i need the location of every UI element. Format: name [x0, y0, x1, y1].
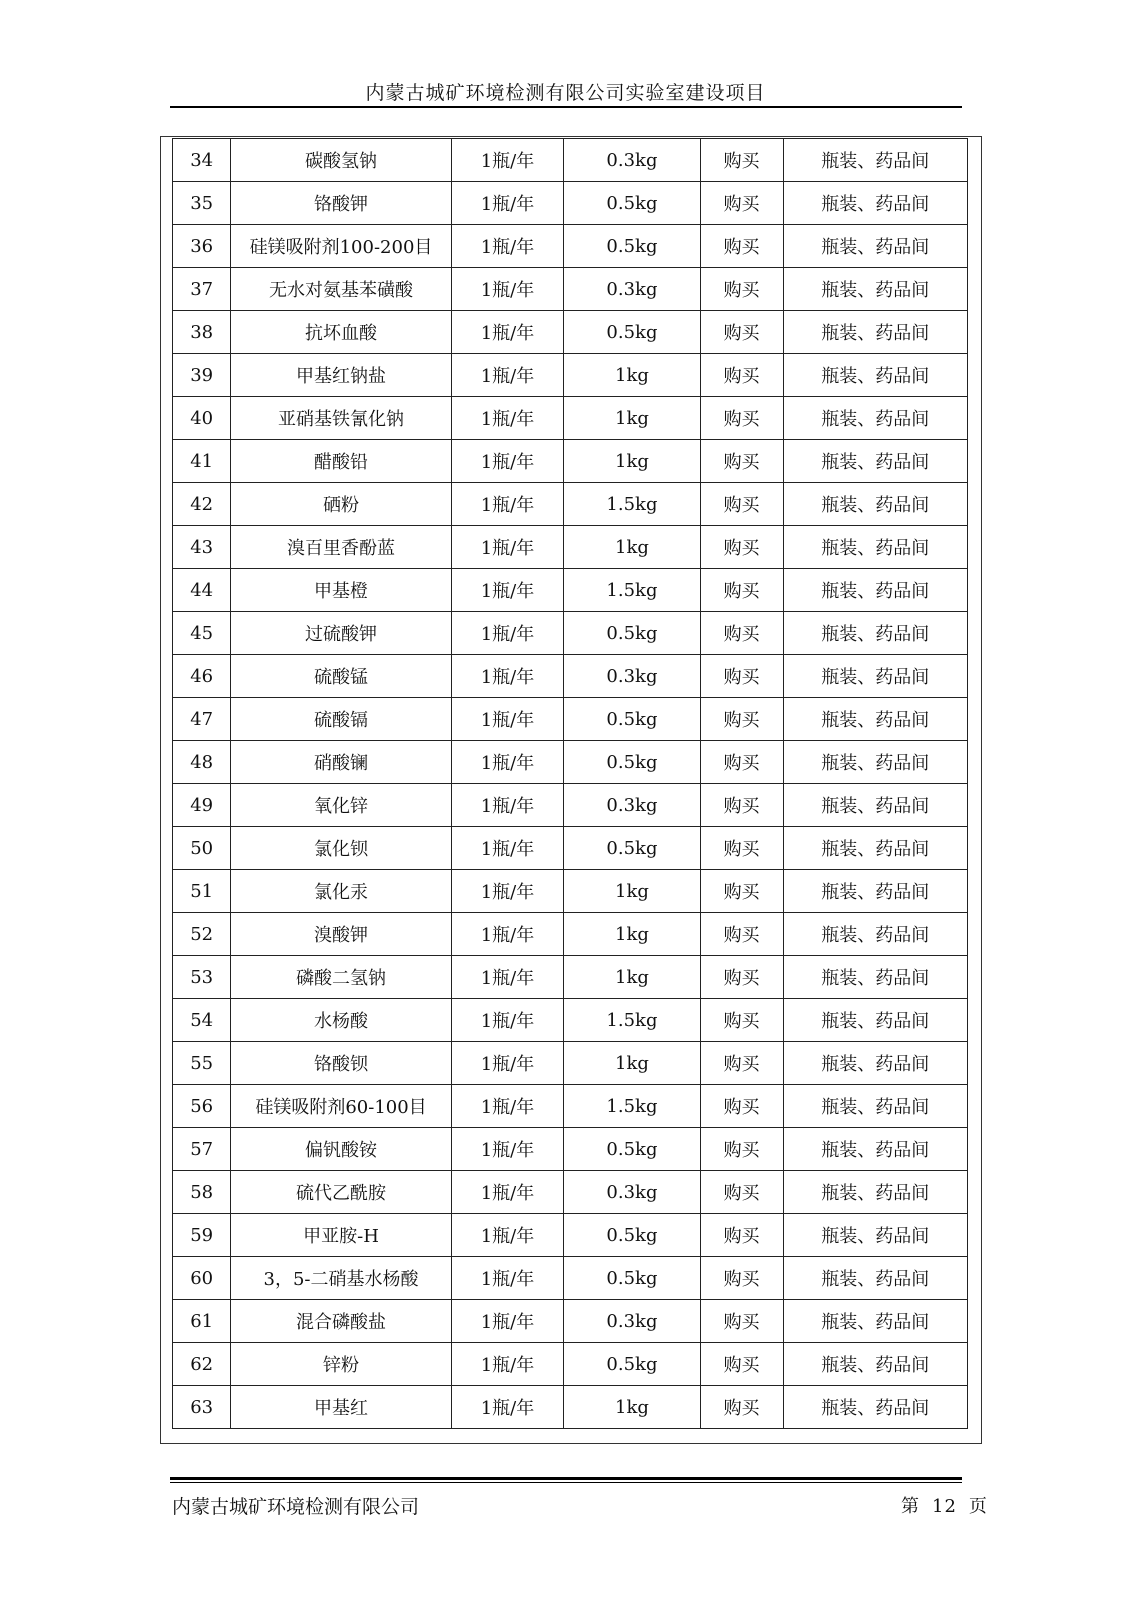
source-cell: 购买 — [700, 182, 783, 225]
chemical-name-cell: 硫酸锰 — [231, 655, 451, 698]
chemical-name-cell: 硅镁吸附剂60-100目 — [231, 1085, 451, 1128]
row-number-cell: 48 — [173, 741, 231, 784]
table-row — [173, 784, 968, 827]
quantity-cell: 1kg — [564, 440, 700, 483]
chemical-name-cell: 硅镁吸附剂100-200目 — [231, 225, 451, 268]
usage-frequency-cell: 1瓶/年 — [451, 698, 564, 741]
row-number-cell: 46 — [173, 655, 231, 698]
usage-frequency-cell: 1瓶/年 — [451, 483, 564, 526]
source-cell: 购买 — [700, 483, 783, 526]
usage-frequency-cell: 1瓶/年 — [451, 1214, 564, 1257]
storage-cell: 瓶装、药品间 — [783, 655, 967, 698]
source-cell: 购买 — [700, 956, 783, 999]
storage-cell: 瓶装、药品间 — [783, 1214, 967, 1257]
footer-divider-thin — [170, 1482, 962, 1483]
table-row — [173, 139, 968, 182]
row-number-cell: 55 — [173, 1042, 231, 1085]
storage-cell: 瓶装、药品间 — [783, 741, 967, 784]
quantity-cell: 1kg — [564, 397, 700, 440]
usage-frequency-cell: 1瓶/年 — [451, 784, 564, 827]
storage-cell: 瓶装、药品间 — [783, 483, 967, 526]
chemical-name-cell: 3，5-二硝基水杨酸 — [231, 1257, 451, 1300]
header-divider — [170, 106, 962, 108]
source-cell: 购买 — [700, 225, 783, 268]
row-number-cell: 58 — [173, 1171, 231, 1214]
storage-cell: 瓶装、药品间 — [783, 999, 967, 1042]
page-header-title: 内蒙古城矿环境检测有限公司实验室建设项目 — [365, 82, 766, 104]
usage-frequency-cell: 1瓶/年 — [451, 526, 564, 569]
quantity-cell: 0.3kg — [564, 784, 700, 827]
usage-frequency-cell: 1瓶/年 — [451, 182, 564, 225]
row-number-cell: 54 — [173, 999, 231, 1042]
quantity-cell: 0.5kg — [564, 741, 700, 784]
storage-cell: 瓶装、药品间 — [783, 1257, 967, 1300]
source-cell: 购买 — [700, 1128, 783, 1171]
source-cell: 购买 — [700, 1257, 783, 1300]
source-cell: 购买 — [700, 1343, 783, 1386]
chemical-name-cell: 硫酸镉 — [231, 698, 451, 741]
usage-frequency-cell: 1瓶/年 — [451, 1343, 564, 1386]
page-number-value: 12 — [932, 1496, 957, 1517]
usage-frequency-cell: 1瓶/年 — [451, 913, 564, 956]
quantity-cell: 1kg — [564, 1042, 700, 1085]
row-number-cell: 43 — [173, 526, 231, 569]
quantity-cell: 1.5kg — [564, 1085, 700, 1128]
source-cell: 购买 — [700, 698, 783, 741]
source-cell: 购买 — [700, 913, 783, 956]
quantity-cell: 1kg — [564, 1386, 700, 1429]
storage-cell: 瓶装、药品间 — [783, 225, 967, 268]
chemical-name-cell: 亚硝基铁氰化钠 — [231, 397, 451, 440]
storage-cell: 瓶装、药品间 — [783, 268, 967, 311]
usage-frequency-cell: 1瓶/年 — [451, 268, 564, 311]
table-row — [173, 956, 968, 999]
quantity-cell: 1.5kg — [564, 569, 700, 612]
usage-frequency-cell: 1瓶/年 — [451, 956, 564, 999]
table-row — [173, 999, 968, 1042]
source-cell: 购买 — [700, 1042, 783, 1085]
usage-frequency-cell: 1瓶/年 — [451, 1257, 564, 1300]
table-row — [173, 1128, 968, 1171]
quantity-cell: 0.5kg — [564, 612, 700, 655]
source-cell: 购买 — [700, 440, 783, 483]
row-number-cell: 39 — [173, 354, 231, 397]
source-cell: 购买 — [700, 999, 783, 1042]
storage-cell: 瓶装、药品间 — [783, 1300, 967, 1343]
source-cell: 购买 — [700, 311, 783, 354]
usage-frequency-cell: 1瓶/年 — [451, 827, 564, 870]
chemical-name-cell: 甲基红钠盐 — [231, 354, 451, 397]
source-cell: 购买 — [700, 1300, 783, 1343]
chemical-name-cell: 硒粉 — [231, 483, 451, 526]
chemical-name-cell: 硝酸镧 — [231, 741, 451, 784]
table-row — [173, 1343, 968, 1386]
storage-cell: 瓶装、药品间 — [783, 440, 967, 483]
quantity-cell: 0.3kg — [564, 139, 700, 182]
storage-cell: 瓶装、药品间 — [783, 1343, 967, 1386]
table-row — [173, 698, 968, 741]
storage-cell: 瓶装、药品间 — [783, 612, 967, 655]
usage-frequency-cell: 1瓶/年 — [451, 397, 564, 440]
chemical-name-cell: 溴百里香酚蓝 — [231, 526, 451, 569]
table-row — [173, 913, 968, 956]
chemical-name-cell: 硫代乙酰胺 — [231, 1171, 451, 1214]
source-cell: 购买 — [700, 870, 783, 913]
source-cell: 购买 — [700, 354, 783, 397]
usage-frequency-cell: 1瓶/年 — [451, 1128, 564, 1171]
quantity-cell: 0.3kg — [564, 1300, 700, 1343]
source-cell: 购买 — [700, 1386, 783, 1429]
table-row — [173, 182, 968, 225]
storage-cell: 瓶装、药品间 — [783, 870, 967, 913]
table-row — [173, 526, 968, 569]
quantity-cell: 0.5kg — [564, 1214, 700, 1257]
chemical-name-cell: 氧化锌 — [231, 784, 451, 827]
row-number-cell: 42 — [173, 483, 231, 526]
usage-frequency-cell: 1瓶/年 — [451, 741, 564, 784]
quantity-cell: 0.3kg — [564, 268, 700, 311]
chemical-name-cell: 碳酸氢钠 — [231, 139, 451, 182]
row-number-cell: 41 — [173, 440, 231, 483]
table-row — [173, 1257, 968, 1300]
row-number-cell: 63 — [173, 1386, 231, 1429]
chemical-name-cell: 水杨酸 — [231, 999, 451, 1042]
source-cell: 购买 — [700, 526, 783, 569]
row-number-cell: 52 — [173, 913, 231, 956]
storage-cell: 瓶装、药品间 — [783, 698, 967, 741]
chemical-name-cell: 甲亚胺-H — [231, 1214, 451, 1257]
source-cell: 购买 — [700, 139, 783, 182]
row-number-cell: 36 — [173, 225, 231, 268]
storage-cell: 瓶装、药品间 — [783, 526, 967, 569]
table-row — [173, 1171, 968, 1214]
chemical-name-cell: 混合磷酸盐 — [231, 1300, 451, 1343]
row-number-cell: 50 — [173, 827, 231, 870]
table-row — [173, 1214, 968, 1257]
quantity-cell: 0.5kg — [564, 182, 700, 225]
storage-cell: 瓶装、药品间 — [783, 827, 967, 870]
chemical-name-cell: 磷酸二氢钠 — [231, 956, 451, 999]
footer-company: 内蒙古城矿环境检测有限公司 — [172, 1496, 420, 1518]
row-number-cell: 57 — [173, 1128, 231, 1171]
row-number-cell: 35 — [173, 182, 231, 225]
row-number-cell: 34 — [173, 139, 231, 182]
source-cell: 购买 — [700, 655, 783, 698]
source-cell: 购买 — [700, 827, 783, 870]
row-number-cell: 62 — [173, 1343, 231, 1386]
row-number-cell: 60 — [173, 1257, 231, 1300]
storage-cell: 瓶装、药品间 — [783, 913, 967, 956]
usage-frequency-cell: 1瓶/年 — [451, 1386, 564, 1429]
quantity-cell: 1kg — [564, 354, 700, 397]
usage-frequency-cell: 1瓶/年 — [451, 440, 564, 483]
row-number-cell: 49 — [173, 784, 231, 827]
quantity-cell: 0.5kg — [564, 1343, 700, 1386]
chemical-name-cell: 氯化钡 — [231, 827, 451, 870]
row-number-cell: 44 — [173, 569, 231, 612]
storage-cell: 瓶装、药品间 — [783, 1386, 967, 1429]
source-cell: 购买 — [700, 268, 783, 311]
quantity-cell: 1kg — [564, 870, 700, 913]
source-cell: 购买 — [700, 569, 783, 612]
source-cell: 购买 — [700, 784, 783, 827]
chemical-table — [172, 138, 968, 1429]
quantity-cell: 1kg — [564, 526, 700, 569]
table-row — [173, 1085, 968, 1128]
chemical-name-cell: 铬酸钡 — [231, 1042, 451, 1085]
table-row — [173, 1300, 968, 1343]
chemical-name-cell: 抗坏血酸 — [231, 311, 451, 354]
usage-frequency-cell: 1瓶/年 — [451, 1300, 564, 1343]
chemical-name-cell: 无水对氨基苯磺酸 — [231, 268, 451, 311]
chemical-name-cell: 氯化汞 — [231, 870, 451, 913]
chemical-name-cell: 溴酸钾 — [231, 913, 451, 956]
page-prefix: 第 — [901, 1496, 920, 1517]
quantity-cell: 1.5kg — [564, 999, 700, 1042]
storage-cell: 瓶装、药品间 — [783, 139, 967, 182]
table-row — [173, 311, 968, 354]
storage-cell: 瓶装、药品间 — [783, 1128, 967, 1171]
chemical-name-cell: 锌粉 — [231, 1343, 451, 1386]
table-row — [173, 225, 968, 268]
table-row — [173, 741, 968, 784]
source-cell: 购买 — [700, 1171, 783, 1214]
table-row — [173, 1042, 968, 1085]
storage-cell: 瓶装、药品间 — [783, 956, 967, 999]
usage-frequency-cell: 1瓶/年 — [451, 1171, 564, 1214]
row-number-cell: 59 — [173, 1214, 231, 1257]
table-row — [173, 569, 968, 612]
usage-frequency-cell: 1瓶/年 — [451, 311, 564, 354]
quantity-cell: 0.5kg — [564, 698, 700, 741]
storage-cell: 瓶装、药品间 — [783, 311, 967, 354]
usage-frequency-cell: 1瓶/年 — [451, 354, 564, 397]
row-number-cell: 47 — [173, 698, 231, 741]
page-number — [895, 1492, 994, 1518]
quantity-cell: 0.5kg — [564, 1257, 700, 1300]
chemical-name-cell: 铬酸钾 — [231, 182, 451, 225]
usage-frequency-cell: 1瓶/年 — [451, 1085, 564, 1128]
quantity-cell: 1kg — [564, 913, 700, 956]
quantity-cell: 0.3kg — [564, 1171, 700, 1214]
row-number-cell: 53 — [173, 956, 231, 999]
usage-frequency-cell: 1瓶/年 — [451, 139, 564, 182]
table-row — [173, 440, 968, 483]
table-row — [173, 612, 968, 655]
row-number-cell: 38 — [173, 311, 231, 354]
quantity-cell: 0.5kg — [564, 827, 700, 870]
table-row — [173, 354, 968, 397]
chemical-name-cell: 偏钒酸铵 — [231, 1128, 451, 1171]
row-number-cell: 56 — [173, 1085, 231, 1128]
chemical-table-body — [173, 139, 968, 1429]
storage-cell: 瓶装、药品间 — [783, 182, 967, 225]
source-cell: 购买 — [700, 1085, 783, 1128]
chemical-name-cell: 过硫酸钾 — [231, 612, 451, 655]
storage-cell: 瓶装、药品间 — [783, 1085, 967, 1128]
source-cell: 购买 — [700, 1214, 783, 1257]
table-row — [173, 1386, 968, 1429]
table-row — [173, 397, 968, 440]
row-number-cell: 40 — [173, 397, 231, 440]
table-row — [173, 870, 968, 913]
storage-cell: 瓶装、药品间 — [783, 784, 967, 827]
row-number-cell: 37 — [173, 268, 231, 311]
usage-frequency-cell: 1瓶/年 — [451, 655, 564, 698]
footer-divider-thick — [170, 1477, 962, 1480]
usage-frequency-cell: 1瓶/年 — [451, 612, 564, 655]
quantity-cell: 0.5kg — [564, 311, 700, 354]
usage-frequency-cell: 1瓶/年 — [451, 225, 564, 268]
quantity-cell: 0.5kg — [564, 225, 700, 268]
storage-cell: 瓶装、药品间 — [783, 1171, 967, 1214]
table-row — [173, 827, 968, 870]
row-number-cell: 51 — [173, 870, 231, 913]
chemical-name-cell: 醋酸铅 — [231, 440, 451, 483]
table-row — [173, 655, 968, 698]
table-row — [173, 483, 968, 526]
row-number-cell: 61 — [173, 1300, 231, 1343]
usage-frequency-cell: 1瓶/年 — [451, 569, 564, 612]
usage-frequency-cell: 1瓶/年 — [451, 999, 564, 1042]
table-row — [173, 268, 968, 311]
source-cell: 购买 — [700, 397, 783, 440]
source-cell: 购买 — [700, 741, 783, 784]
chemical-name-cell: 甲基红 — [231, 1386, 451, 1429]
row-number-cell: 45 — [173, 612, 231, 655]
usage-frequency-cell: 1瓶/年 — [451, 1042, 564, 1085]
storage-cell: 瓶装、药品间 — [783, 569, 967, 612]
quantity-cell: 0.5kg — [564, 1128, 700, 1171]
chemical-name-cell: 甲基橙 — [231, 569, 451, 612]
usage-frequency-cell: 1瓶/年 — [451, 870, 564, 913]
quantity-cell: 1.5kg — [564, 483, 700, 526]
storage-cell: 瓶装、药品间 — [783, 1042, 967, 1085]
quantity-cell: 1kg — [564, 956, 700, 999]
source-cell: 购买 — [700, 612, 783, 655]
page-suffix: 页 — [968, 1496, 988, 1517]
storage-cell: 瓶装、药品间 — [783, 354, 967, 397]
quantity-cell: 0.3kg — [564, 655, 700, 698]
storage-cell: 瓶装、药品间 — [783, 397, 967, 440]
